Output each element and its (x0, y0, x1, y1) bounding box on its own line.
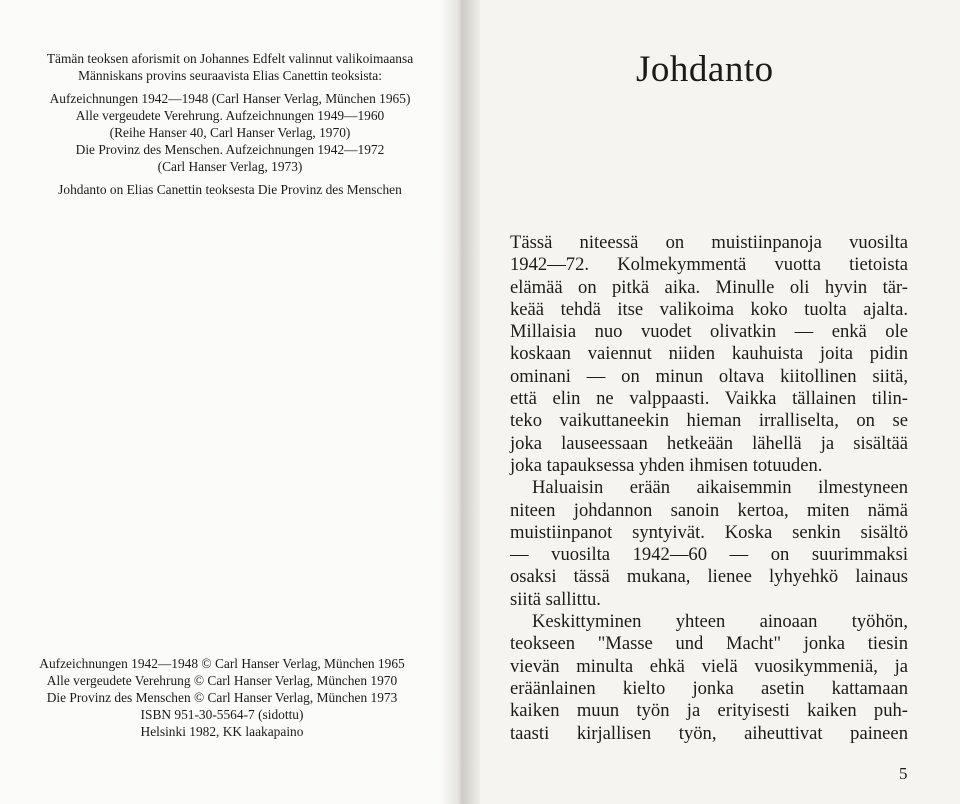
text-line: joka tapauksessa yhden ihmisen totuuden. (510, 454, 823, 476)
printer-line: Helsinki 1982, KK laakapaino (140, 724, 304, 739)
text-line: että elin ne valppaasti. Vaikka tällainen tilin- (510, 388, 908, 410)
text-line: elämää on pitkä aika. Minulle oli hyvin tär- (510, 276, 908, 298)
copyright-line: Aufzeichnungen 1942—1948 © Carl Hanser Verlag, München 1965 (39, 656, 405, 671)
credit-line: Die Provinz des Menschen. Aufzeichnungen 1942—1972 (75, 142, 385, 157)
text-line: teokseen "Masse und Macht" jonka tiesin (510, 633, 908, 655)
credit-line: (Carl Hanser Verlag, 1973) (157, 159, 303, 174)
text-line: teko vaikuttaneekin hieman irralliselta, on se (510, 410, 908, 432)
copyright-line: Die Provinz des Menschen © Carl Hanser Verlag, München 1973 (46, 690, 398, 705)
chapter-title: Johdanto (636, 49, 774, 90)
credit-line: Aufzeichnungen 1942—1948 (Carl Hanser Verlag, München 1965) (49, 91, 411, 106)
text-line: osaksi tässä mukana, lienee lyhyehkö lainaus (510, 566, 908, 588)
text-line: Keskittyminen yhteen ainoaan työhön, (532, 611, 908, 633)
text-line: — vuosilta 1942—60 — on suurimmaksi (510, 544, 908, 566)
credit-line: Johdanto on Elias Canettin teoksesta Die Provinz des Menschen (58, 182, 402, 197)
source-credits (24, 50, 436, 198)
text-line: niteen johdannon sanoin kertoa, miten nämä (510, 499, 908, 521)
credit-line: Tämän teoksen aforismit on Johannes Edfelt valinnut valikoimaansa (46, 51, 414, 66)
text-line: Haluaisin erään aikaisemmin ilmestyneen (532, 477, 908, 499)
text-line: koskaan vaiennut niiden kauhuista joita pidin (510, 343, 908, 365)
text-line: siitä sallittu. (510, 588, 601, 610)
text-line: Millaisia nuo vuodet olivatkin — enkä ole (510, 321, 908, 343)
text-line: ominani — on minun oltava kiitollinen siitä, (510, 365, 908, 387)
chapter-body (510, 232, 908, 745)
copyright-line: Alle vergeudete Verehrung © Carl Hanser Verlag, München 1970 (46, 673, 398, 688)
text-line: eräänlainen kielto jonka asetin kattamaan (510, 677, 908, 699)
text-line: 1942—72. Kolmekymmentä vuotta tietoista (510, 254, 908, 276)
text-line: muistiinpanot syntyivät. Koska senkin sisältö (510, 521, 908, 543)
text-line: kaiken muun työn ja erityisesti kaiken puh- (510, 700, 908, 722)
text-line: taasti kirjallisen työn, aiheuttivat paineen (510, 722, 908, 744)
credit-line: Människans provins seuraavista Elias Canettin teoksista: (78, 68, 382, 83)
copyright-notice (16, 655, 428, 740)
text-line: Tässä niteessä on muistiinpanoja vuosilta (510, 232, 908, 253)
text-line: keää tehdä itse valikoima koko tuolta ajalta. (510, 298, 908, 320)
text-line: vievän minulta ehkä vielä vuosikymmeniä, ja (510, 655, 908, 677)
credit-line: (Reihe Hanser 40, Carl Hanser Verlag, 1970) (109, 125, 351, 140)
page-number: 5 (899, 764, 908, 783)
text-line: joka lauseessaan hetkeään lähellä ja sisältää (510, 432, 908, 454)
book-gutter (440, 0, 480, 804)
isbn-line: ISBN 951-30-5564-7 (sidottu) (140, 707, 304, 722)
credit-line: Alle vergeudete Verehrung. Aufzeichnungen 1949—1960 (75, 108, 385, 123)
